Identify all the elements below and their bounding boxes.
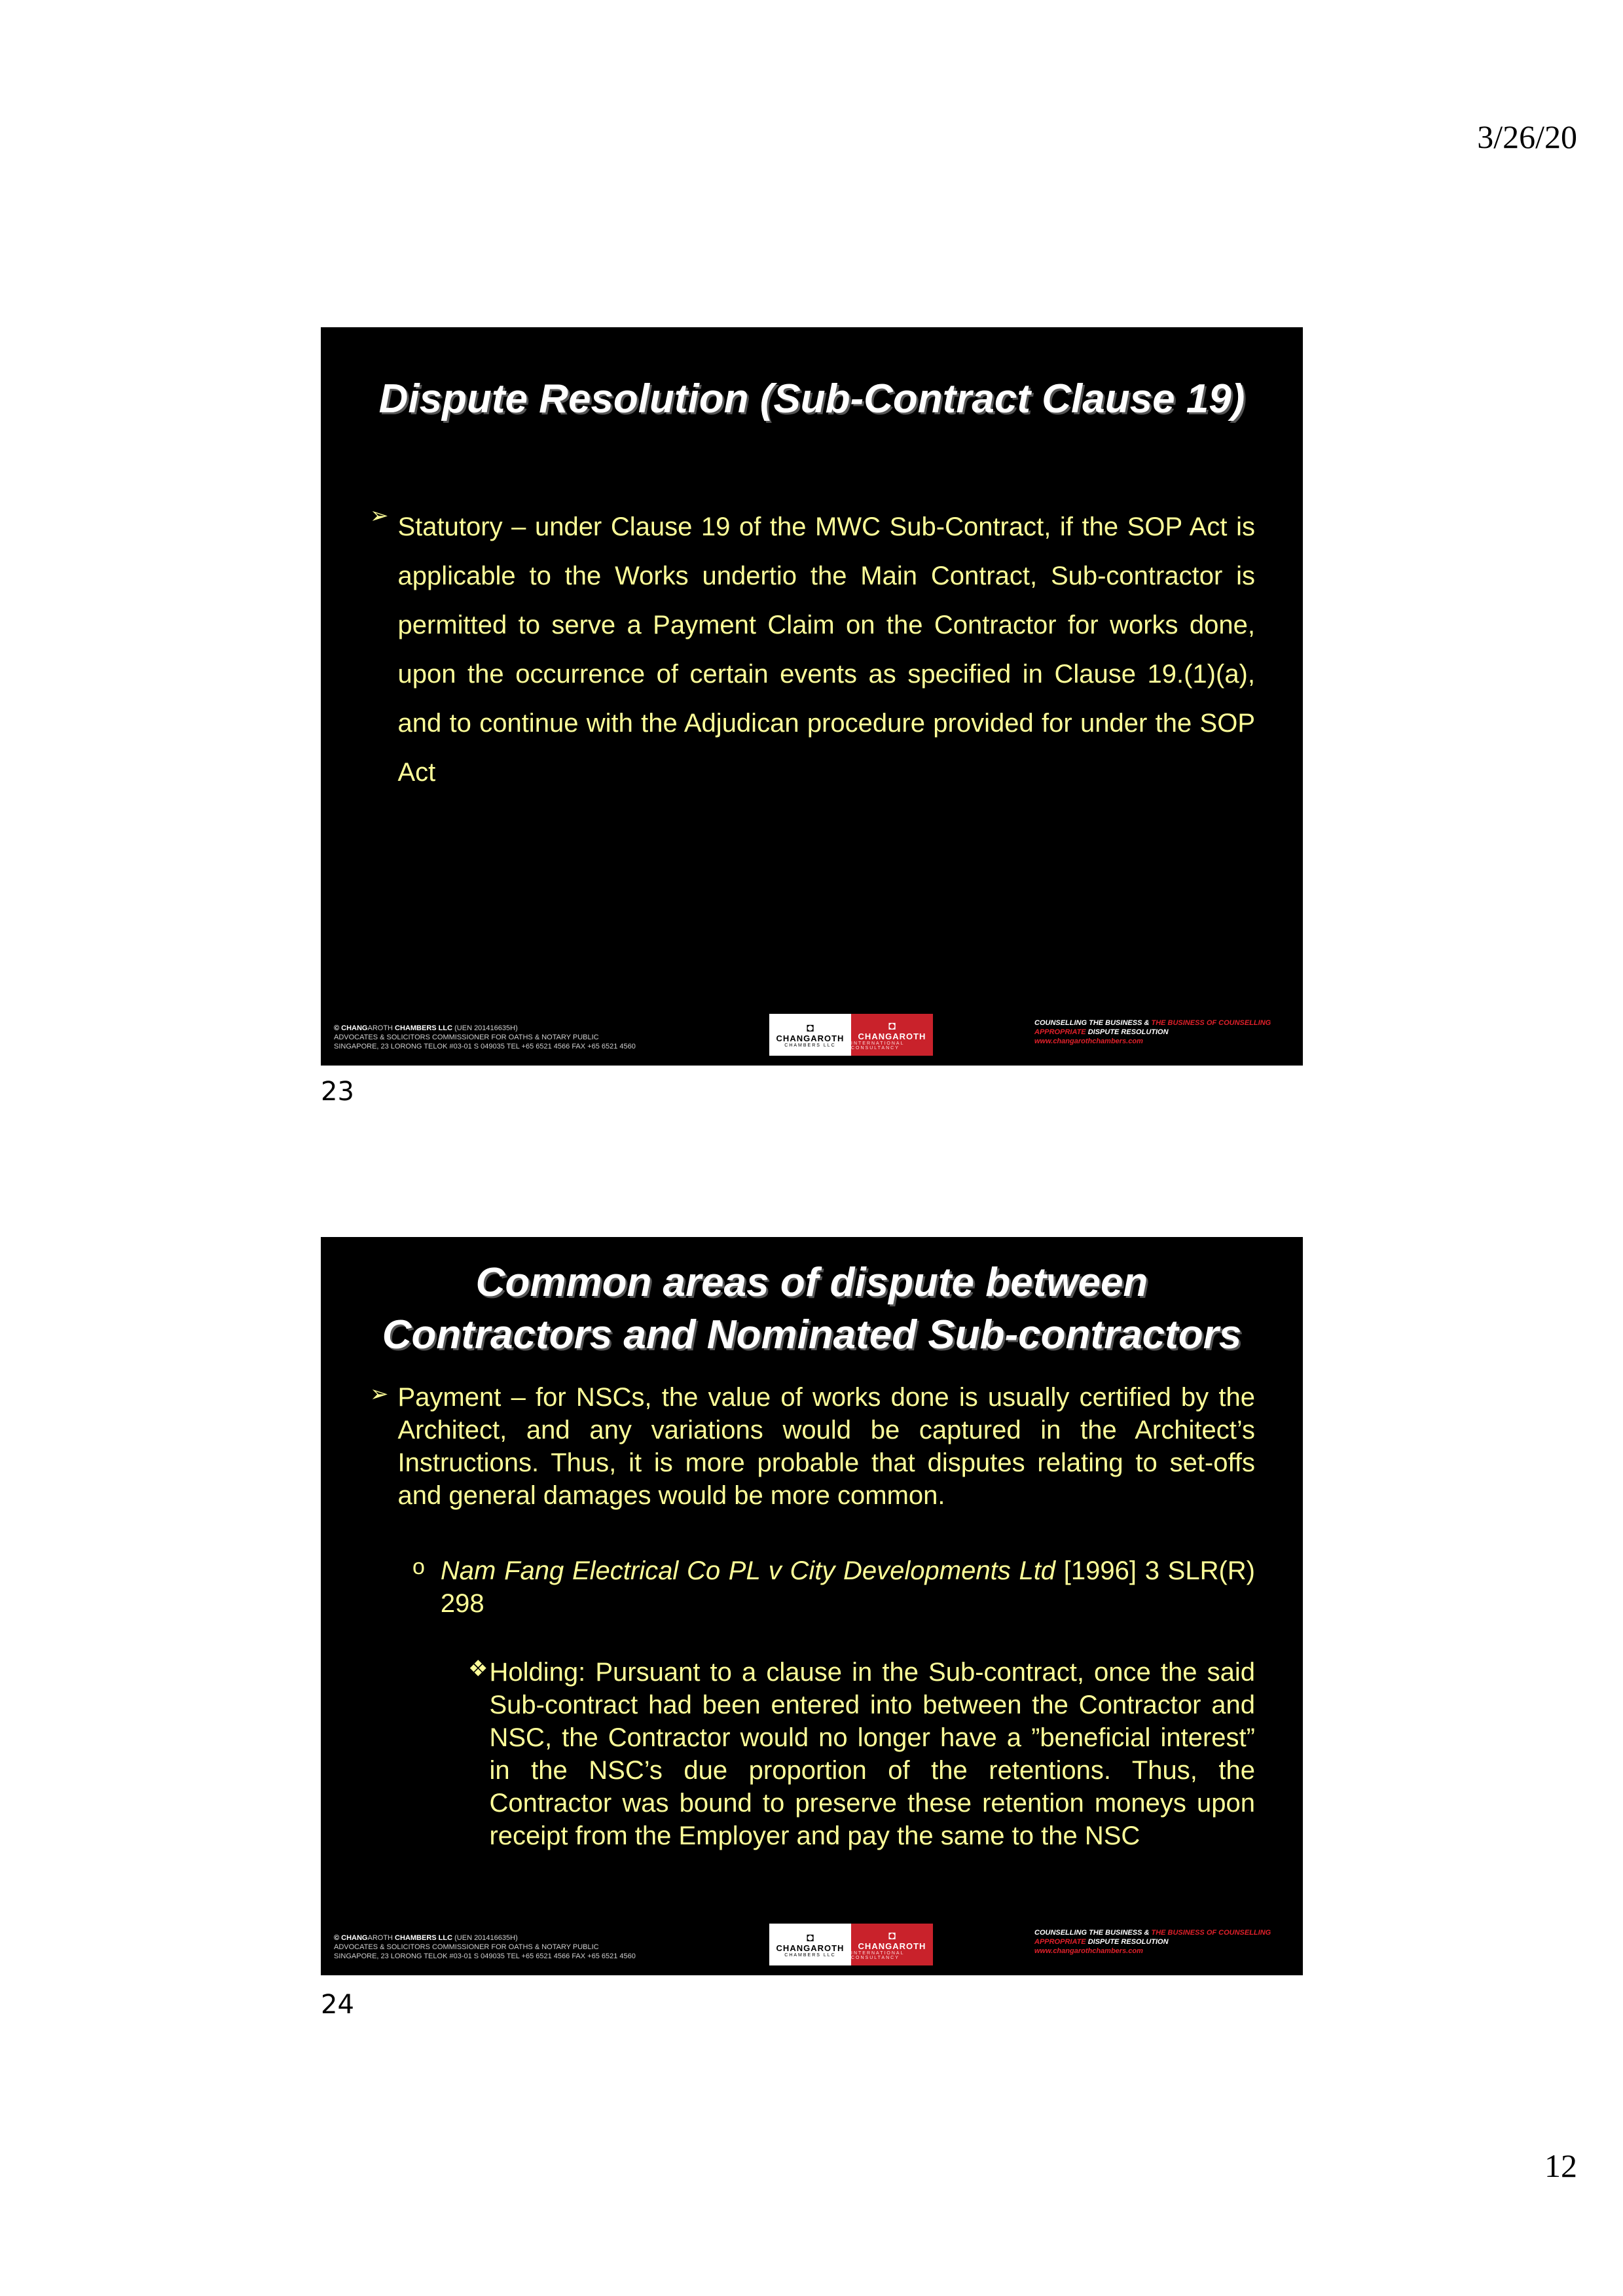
logo-mark-icon: ◘	[888, 1928, 896, 1942]
logo-mark-icon: ◘	[807, 1021, 814, 1034]
firm-logo: ◘ CHANGAROTH CHAMBERS LLC ◘ CHANGAROTH INTERNATIONAL CONSULTANCY	[769, 1924, 933, 1965]
slide-24	[321, 1237, 1303, 1975]
firm-logo: ◘ CHANGAROTH CHAMBERS LLC ◘ CHANGAROTH INTERNATIONAL CONSULTANCY	[769, 1014, 933, 1056]
bullet-item	[370, 1381, 1255, 1512]
slide-title: Dispute Resolution (Sub-Contract Clause 19)	[378, 376, 1245, 422]
holding-item	[468, 1656, 1255, 1852]
bullet-text: Statutory – under Clause 19 of the MWC Sub-Contract, if the SOP Act is applicable to the Works undertio the Main Contract, Sub-contractor is permitted to serve a Payment Claim on the Contractor for works done, upon the occurrence of certain events as specified in Clause 19.(1)(a), and to continue with the Adjudican procedure provided for under the SOP Act	[397, 512, 1255, 787]
diamond-bullet-icon: ❖	[468, 1657, 488, 1681]
circle-bullet-icon: o	[412, 1554, 425, 1579]
page-date: 3/26/20	[1477, 118, 1577, 155]
logo-mark-icon: ◘	[888, 1018, 896, 1032]
arrow-bullet-icon: ➢	[370, 503, 389, 528]
slide-number: 24	[321, 1990, 354, 2020]
case-citation: [1996] 3 SLR(R) 298	[440, 1556, 1256, 1618]
firm-address: © CHANGAROTH CHAMBERS LLC (UEN 201416635H) ADVOCATES & SOLICITORS COMMISSIONER FOR OATHS & NOTARY PUBLIC SINGAPORE, 23 LORONG TELOK #03-01 S 049035 TEL +65 6521 4566 FAX +65 6521 4560	[334, 1934, 636, 1960]
bullet-item	[370, 503, 1255, 797]
holding-text: Holding: Pursuant to a clause in the Sub-contract, once the said Sub-contract had been entered into between the Contractor and NSC, the Contractor would no longer have a ”beneficial interest” in the NSC’s due proportion of the retentions. Thus, the Contractor was bound to preserve these retention moneys upon receipt from the Employer and pay the same to the NSC	[489, 1658, 1255, 1850]
firm-address: © CHANGAROTH CHAMBERS LLC (UEN 201416635H) ADVOCATES & SOLICITORS COMMISSIONER FOR OATHS & NOTARY PUBLIC SINGAPORE, 23 LORONG TELOK #03-01 S 049035 TEL +65 6521 4566 FAX +65 6521 4560	[334, 1024, 636, 1050]
logo-mark-icon: ◘	[807, 1931, 814, 1944]
bullet-text: Payment – for NSCs, the value of works done is usually certified by the Architect, and any variations would be captured in the Architect’s Instructions. Thus, it is more probable that disputes relating to set-offs and general damages would be more common.	[397, 1383, 1255, 1510]
firm-tagline: COUNSELLING THE BUSINESS & THE BUSINESS OF COUNSELLING APPROPRIATE DISPUTE RESOLUTION www.changarothchambers.com	[1034, 1929, 1271, 1955]
slide-title-line1: Common areas of dispute between	[475, 1260, 1148, 1305]
slide-title-line2: Contractors and Nominated Sub-contractors	[382, 1312, 1242, 1357]
case-reference	[412, 1554, 1255, 1620]
page-number: 12	[1544, 2147, 1577, 2184]
arrow-bullet-icon: ➢	[370, 1382, 389, 1407]
slide-number: 23	[321, 1077, 354, 1107]
firm-tagline: COUNSELLING THE BUSINESS & THE BUSINESS OF COUNSELLING APPROPRIATE DISPUTE RESOLUTION www.changarothchambers.com	[1034, 1019, 1271, 1045]
slide-23	[321, 327, 1303, 1066]
case-name: Nam Fang Electrical Co PL v City Developments Ltd	[440, 1556, 1056, 1585]
